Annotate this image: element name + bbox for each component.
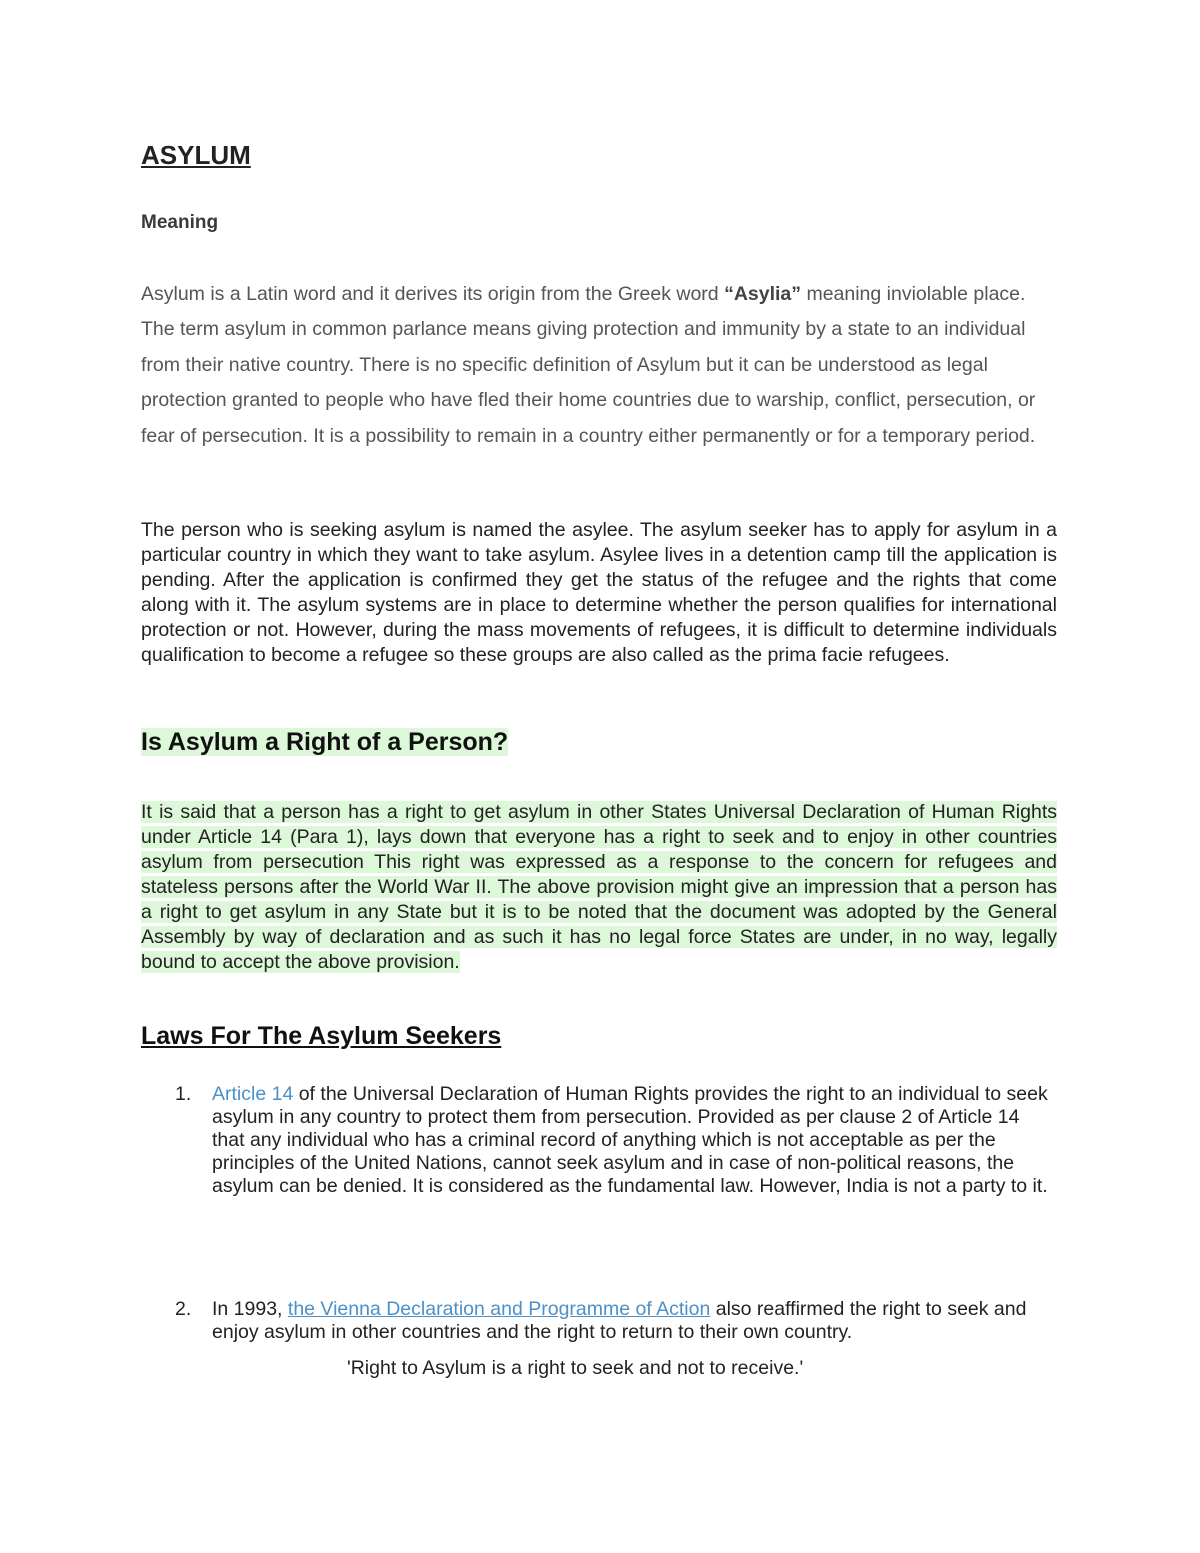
- list-item-body: of the Universal Declaration of Human Rights provides the right to an individual to seek asylum in any country to protect them from persecution. Provided as per clause 2 of Article 14 that any individual who has a criminal record of anything which is not acceptable as per the principles of the United Nations, cannot seek asylum and in case of non-political reasons, the asylum can be denied. It is considered as the fundamental law. However, India is not a party to it.: [212, 1083, 1048, 1197]
- list-number: 1.: [175, 1083, 192, 1105]
- list-number: 2.: [175, 1298, 192, 1320]
- document-title: ASYLUM: [141, 140, 251, 170]
- list-item-body: also reaffirmed the right to seek and enjoy asylum in other countries and the right to return to their own country.: [212, 1298, 1027, 1343]
- closing-quote-text: 'Right to Asylum is a right to seek and not to receive.': [347, 1357, 804, 1379]
- meaning-paragraph: [141, 277, 1057, 454]
- asylia-term: “Asylia”: [724, 283, 802, 305]
- list-item-text: [212, 1298, 1057, 1344]
- list-item-text: [212, 1083, 1057, 1198]
- meaning-text-end: meaning inviolable place. The term asylum in common parlance means giving protection and immunity by a state to an individual from their native country. There is no specific definition of Asylum but it can be understood as legal protection granted to people who have fled their home countries due to warship, conflict, persecution, or fear of persecution. It is a possibility to remain in a country either permanently or for a temporary period.: [141, 283, 1036, 447]
- meaning-text-start: Asylum is a Latin word and it derives its origin from the Greek word: [141, 283, 725, 305]
- right-paragraph: [141, 800, 1057, 975]
- right-heading-text: Is Asylum a Right of a Person?: [141, 728, 509, 756]
- right-heading: [141, 728, 508, 757]
- list-item-intro: In 1993,: [212, 1298, 288, 1320]
- meaning-heading: Meaning: [141, 212, 219, 233]
- vienna-declaration-link[interactable]: the Vienna Declaration and Programme of Action: [287, 1298, 711, 1320]
- article-14-link[interactable]: Article 14: [212, 1083, 294, 1105]
- right-paragraph-text: It is said that a person has a right to get asylum in other States Universal Declaration of Human Rights under Article 14 (Para 1), lays down that everyone has a right to seek and to enjoy in other countries asylum from persecution This right was expressed as a response to the concern for refugees and stateless persons after the World War II. The above provision might give an impression that a person has a right to get asylum in any State but it is to be noted that the document was adopted by the General Assembly by way of declaration and as such it has no legal force States are under, in no way, legally bound to accept the above provision.: [141, 801, 1057, 973]
- laws-heading: Laws For The Asylum Seekers: [141, 1022, 502, 1050]
- asylee-paragraph: The person who is seeking asylum is named the asylee. The asylum seeker has to apply for asylum in a particular country in which they want to take asylum. Asylee lives in a detention camp till the application is pending. After the application is confirmed they get the status of the refugee and the rights that come along with it. The asylum systems are in place to determine whether the person qualifies for international protection or not. However, during the mass movements of refugees, it is difficult to determine individuals qualification to become a refugee so these groups are also called as the prima facie refugees.: [141, 519, 1057, 666]
